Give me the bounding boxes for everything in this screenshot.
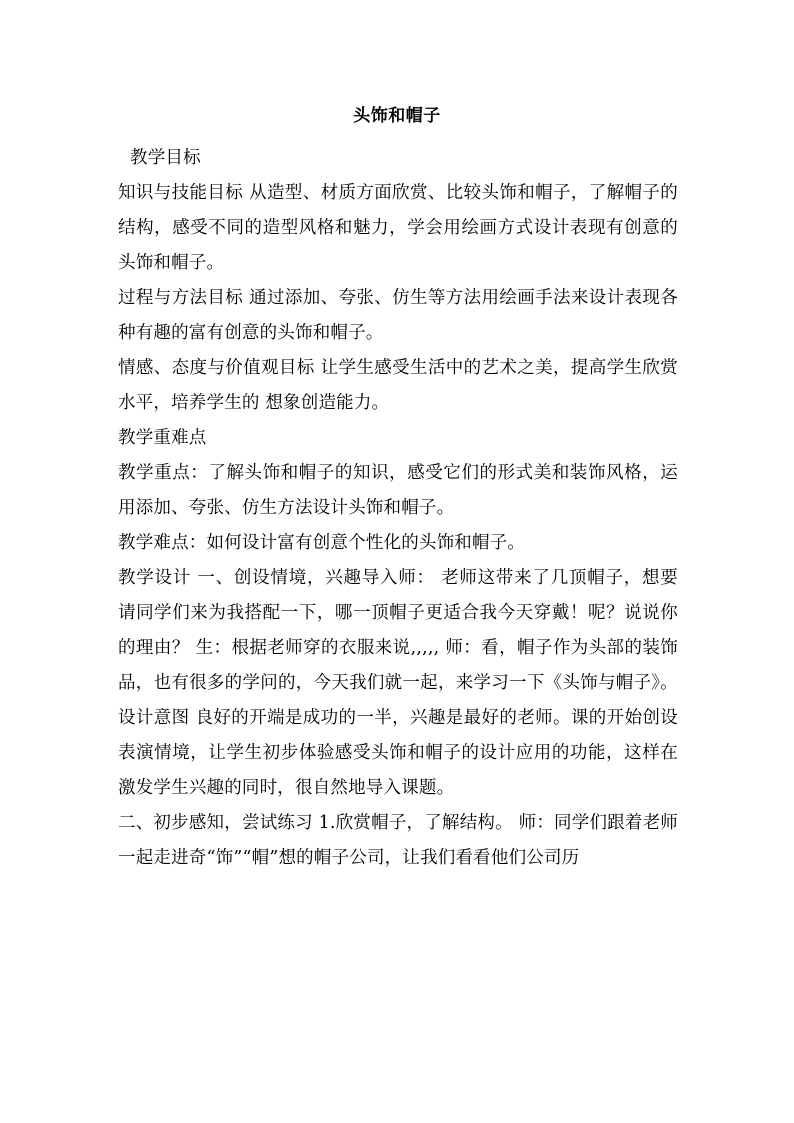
paragraph-emotion-attitude-goal: 情感、态度与价值观目标 让学生感受生活中的艺术之美，提高学生欣赏水平，培养学生的 想象创造能力。	[118, 358, 678, 413]
heading-key-difficult-points: 教学重难点	[118, 428, 207, 448]
heading-teaching-goals: 教学目标	[130, 148, 201, 168]
document-title: 头饰和帽子	[353, 106, 441, 126]
paragraph-teaching-design-2: 二、初步感知，尝试练习 1.欣赏帽子，了解结构。 师：同学们跟着老师一起走进奇“饰”“帽”想的帽子公司，让我们看看他们公司历	[118, 813, 678, 868]
paragraph-knowledge-skill-goal: 知识与技能目标 从造型、材质方面欣赏、比较头饰和帽子，了解帽子的结构，感受不同的造型风格和魅力，学会用绘画方式设计表现有创意的头饰和帽子。	[118, 183, 678, 273]
paragraph-process-method-goal: 过程与方法目标 通过添加、夸张、仿生等方法用绘画手法来设计表现各种有趣的富有创意的头饰和帽子。	[118, 288, 678, 343]
paragraph-teaching-difficulty: 教学难点：如何设计富有创意个性化的头饰和帽子。	[118, 533, 526, 553]
paragraph-teaching-design-1: 教学设计 一、创设情境，兴趣导入师： 老师这带来了几顶帽子，想要请同学们来为我搭配一下，哪一顶帽子更适合我今天穿戴！呢？说说你的理由？ 生：根据老师穿的衣服来说,,,,, 师：看，帽子作为头部的装饰品，也有很多的学问的，今天我们就一起，来学习一下《头饰与帽子》。 设计意图 良好的开端是成功的一半，兴趣是最好的老师。课的开始创设表演情境，让学生初步体验感受头饰和帽子的设计应用的功能，这样在激发学生兴趣的同时，很自然地导入课题。	[118, 568, 678, 798]
paragraph-teaching-focus: 教学重点：了解头饰和帽子的知识，感受它们的形式美和装饰风格，运用添加、夸张、仿生方法设计头饰和帽子。	[118, 463, 678, 518]
document-body	[118, 141, 678, 876]
